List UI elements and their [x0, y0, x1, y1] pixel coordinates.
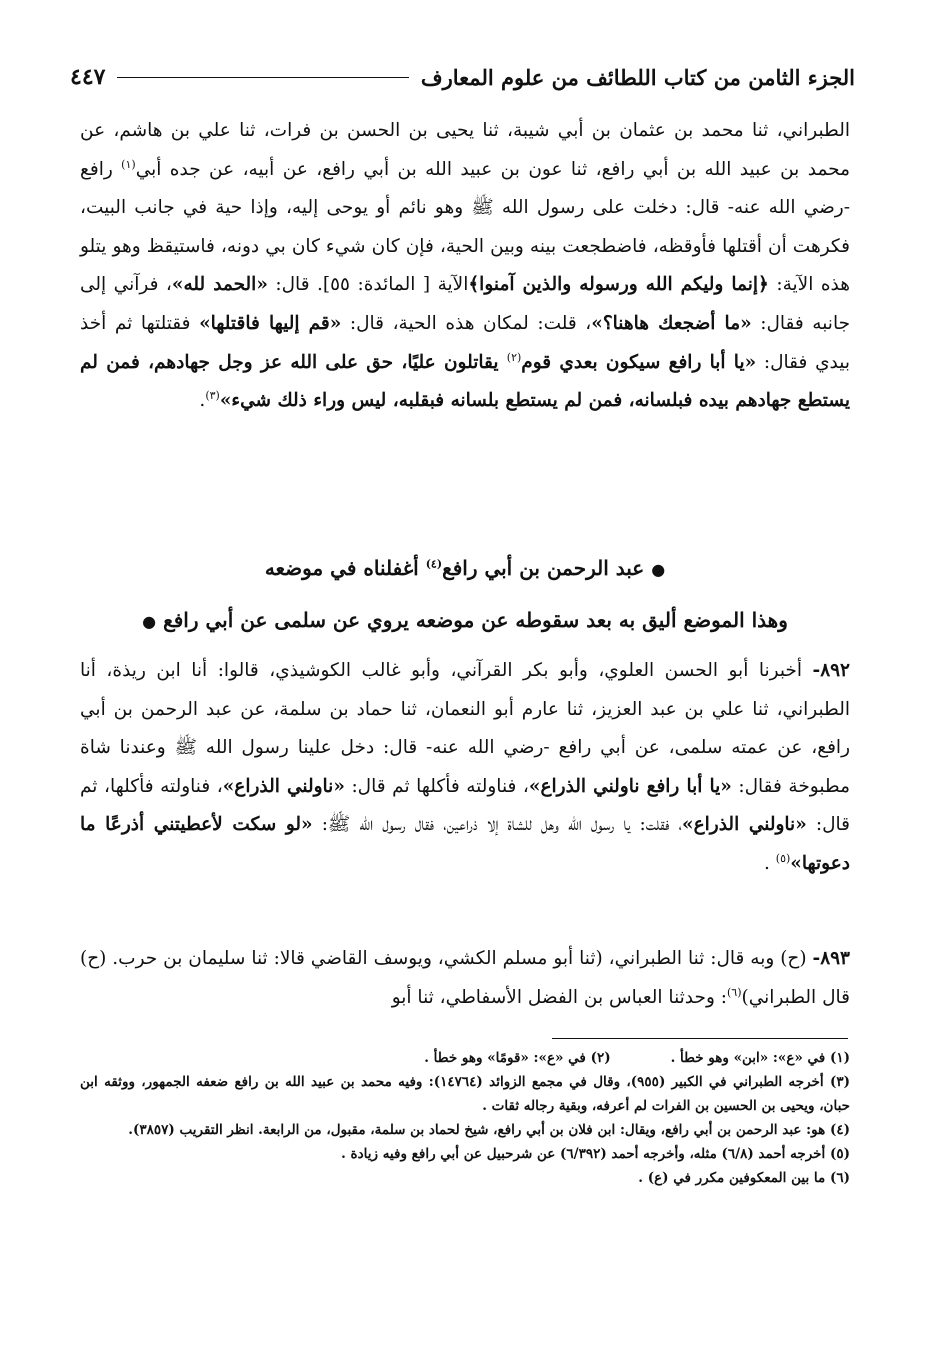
footnote-5: (٥) أخرجه أحمد (٦/٨) مثله، وأخرجه أحمد (٦/٣٩٢) عن شرحبيل عن أبي رافع وفيه زيادة .	[341, 1146, 850, 1162]
footnote-ref-1: (١)	[121, 157, 136, 171]
heading-text-2: وهذا الموضع أليق به بعد سقوطه عن موضعه يروي عن سلمى عن أبي رافع	[163, 608, 788, 632]
heading-text-1b: أغفلناه في موضعه	[264, 556, 426, 580]
footnote-ref-5: (٥)	[775, 851, 791, 865]
hadith-892-quote-4: «لو سكت لأعطيتني أذرعًا ما دعوتها»	[80, 814, 850, 874]
intro-text-2: رافع -رضي الله عنه- قال: دخلت على رسول الله ﷺ وهو نائم أو يوحى إليه، وإذا حية في جانب البيت، فكرهت أن أقتلها فأوقظه، فاضطجعت بينه وبين الحية، فإن كان شيء كان بي دونه، فاستيقظ وهو يتلو هذه الآية:	[80, 158, 850, 296]
footnote-row-1-2	[80, 1046, 850, 1070]
page-number: ٤٤٧	[70, 64, 106, 90]
hadith-892-text-4: ، فقلت: يا رسول الله وهل للشاة إلا ذراعين، فقال رسول الله ﷺ:	[312, 814, 683, 836]
quote-ya-aba-rafi-a: «يا أبا رافع سيكون بعدي قوم	[521, 351, 757, 373]
heading-text-1a: عبد الرحمن بن أبي رافع	[442, 556, 645, 580]
hadith-893-text-2: : وحدثنا العباس بن الفضل الأسفاطي، ثنا أبو	[391, 986, 727, 1008]
intro-text-4: ، فرآني إلى جانبه فقال:	[80, 274, 851, 334]
hadith-892-quote-3: «ناولني الذراع»	[682, 814, 807, 836]
footnote-ref-2: (٢)	[506, 350, 522, 364]
section-heading-line-1	[80, 548, 850, 590]
footnote-1: (١) في «ع»: «ابن» وهو خطأ .	[670, 1050, 850, 1066]
quote-qum-ilayha: «قم إليها فاقتلها»	[199, 312, 342, 334]
section-heading-line-2	[80, 600, 850, 642]
intro-paragraph	[80, 112, 850, 421]
footnote-3: (٣) أخرجه الطبراني في الكبير (٩٥٥)، وقال في مجمع الزوائد (١٤٧٦٤): وفيه محمد بن عبيد الله بن رافع ضعفه الجمهور، ووثقه ابن حبان، ويحيى بن الحسين بن الفرات لم أعرفه، وبقية رجاله ثقات .	[80, 1074, 851, 1114]
bullet-icon: ●	[651, 560, 666, 579]
hadith-892	[80, 652, 850, 884]
footnote-ref-6: (٦)	[727, 985, 742, 999]
hadith-892-quote-1: «يا أبا رافع ناولني الذراع»	[528, 775, 732, 797]
bullet-icon: ●	[142, 612, 157, 631]
quote-alhamdulillah: «الحمد لله»	[171, 274, 268, 296]
running-header-title: الجزء الثامن من كتاب اللطائف من علوم المعارف	[420, 64, 855, 90]
quote-ya-aba-rafi-b: يقاتلون عليًا، حق على الله عز وجل جهادهم، فمن لم يستطع جهادهم بيده فبلسانه، فمن لم يستطع بلسانه فبقلبه، ليس وراء ذلك شيء»	[80, 351, 850, 412]
hadith-893	[80, 940, 850, 1017]
intro-text-7: .	[199, 390, 206, 412]
footnote-2: (٢) في «ع»: «قومًا» وهو خطأ .	[424, 1050, 611, 1066]
ayah-quote: ﴿إنما وليكم الله ورسوله والذين آمنوا﴾	[468, 274, 769, 296]
header-rule	[117, 77, 408, 78]
quote-ma-adjaak: «ما أضجعك هاهنا؟»	[591, 312, 752, 334]
footnote-ref-3: (٣)	[205, 389, 220, 402]
intro-text-5: ، قلت: لمكان هذه الحية، قال:	[341, 312, 592, 334]
running-header	[70, 60, 855, 94]
footnote-4: (٤) هو: عبد الرحمن بن أبي رافع، ويقال: ابن فلان بن أبي رافع، شيخ لحماد بن سلمة، مقبول، من الرابعة. انظر التقريب (٣٨٥٧).	[128, 1122, 850, 1138]
intro-text-3: الآية [ المائدة: ٥٥]. قال:	[267, 274, 469, 296]
footnote-6: (٦) ما بين المعكوفين مكرر في (ع) .	[638, 1170, 850, 1186]
footnote-ref-4: (٤)	[425, 557, 443, 571]
intro-text-1: الطبراني، ثنا محمد بن عثمان بن أبي شيبة، ثنا يحيى بن الحسن بن فرات، ثنا علي بن هاشم، عن محمد بن عبيد الله بن أبي رافع، ثنا عون بن عبيد الله بن أبي رافع، عن أبيه، عن جده أبي	[80, 120, 850, 180]
footnotes	[80, 1046, 850, 1190]
footnote-divider	[552, 1038, 848, 1039]
hadith-892-text-1: أخبرنا أبو الحسن العلوي، وأبو بكر القرآني، وأبو غالب الكوشيذي، قالوا: أنا ابن ريذة، أنا الطبراني، ثنا علي بن عبد العزيز، ثنا عارم أبو النعمان، ثنا حماد بن سلمة، عن عبد الرحمن بن أبي رافع، عن عمته سلمى، عن أبي رافع -رضي الله عنه- قال: دخل علينا رسول الله ﷺ وعندنا شاة مطبوخة فقال:	[80, 660, 850, 797]
hadith-892-quote-2: «ناولني الذراع»	[222, 775, 345, 797]
hadith-892-text-5: .	[764, 852, 776, 874]
hadith-892-text-3: ، فناولته فأكلها، ثم قال:	[80, 775, 850, 836]
hadith-893-text-1: (ح) وبه قال: ثنا الطبراني، (ثنا أبو مسلم الكشي، ويوسف القاضي قالا: ثنا سليمان بن حرب. (ح) قال الطبراني)	[80, 948, 850, 1008]
hadith-number-893: ٨٩٣-	[812, 948, 850, 969]
hadith-892-text-2: ، فناولته فأكلها ثم قال:	[344, 775, 529, 797]
intro-text-6: فقتلتها ثم أخذ بيدي فقال:	[80, 312, 850, 373]
hadith-number-892: ٨٩٢-	[812, 660, 850, 681]
